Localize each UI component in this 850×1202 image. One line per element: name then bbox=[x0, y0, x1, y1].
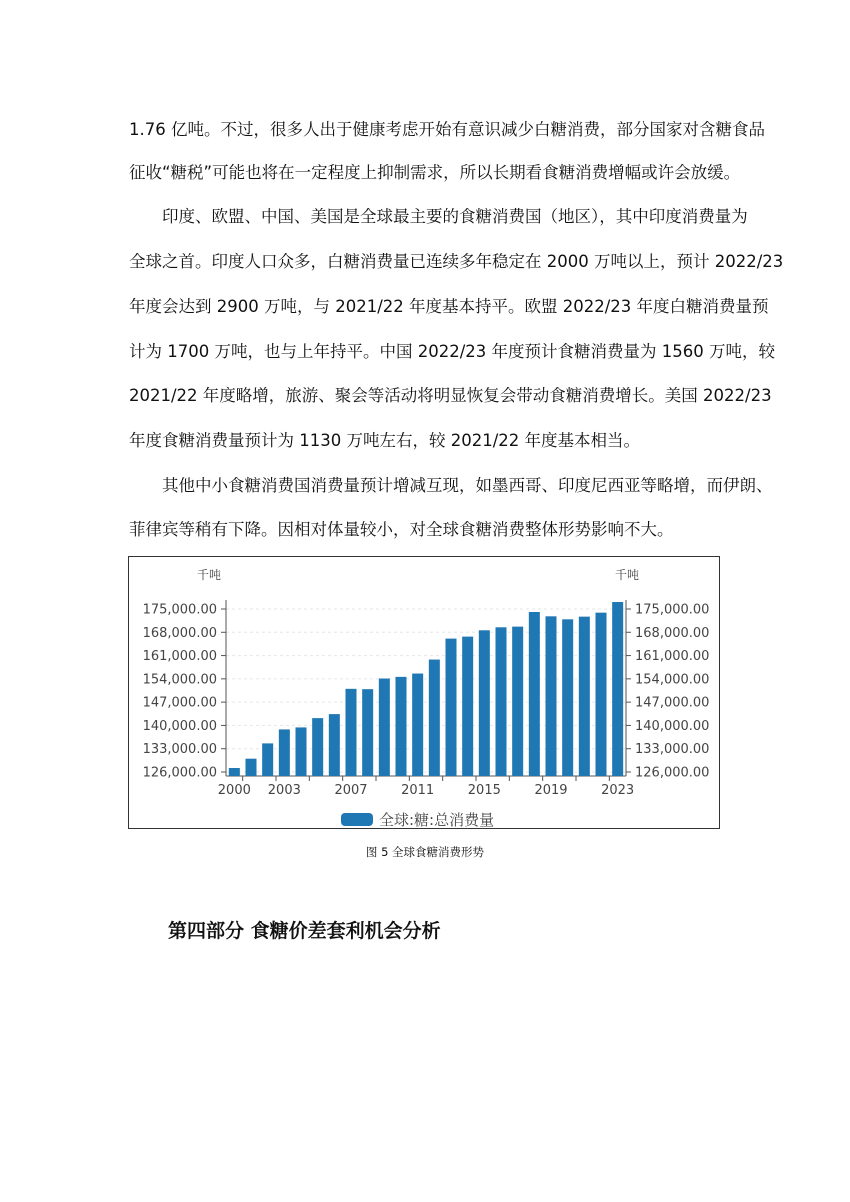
y-axis-title-left: 千吨 bbox=[196, 568, 222, 582]
paragraph-line: 年度食糖消费量预计为 1130 万吨左右，较 2021/22 年度基本相当。 bbox=[129, 431, 641, 450]
legend-swatch bbox=[341, 813, 373, 826]
consumption-chart bbox=[128, 556, 720, 829]
x-tick-label: 2000 bbox=[217, 783, 251, 798]
x-tick-label: 2011 bbox=[401, 783, 435, 798]
y-tick-label-right: 168,000.00 bbox=[635, 625, 710, 641]
y-tick-label-right: 154,000.00 bbox=[635, 672, 710, 688]
chart-svg bbox=[129, 557, 721, 830]
bar-2010 bbox=[396, 677, 407, 776]
y-tick-label-left: 140,000.00 bbox=[142, 718, 217, 734]
bar-2023 bbox=[612, 602, 623, 776]
y-tick-label-right: 126,000.00 bbox=[635, 765, 710, 781]
y-tick-label-right: 140,000.00 bbox=[635, 718, 710, 734]
y-tick-label-left: 175,000.00 bbox=[142, 602, 217, 618]
y-tick-label-left: 154,000.00 bbox=[142, 672, 217, 688]
paragraph-line: 1.76 亿吨。不过，很多人出于健康考虑开始有意识减少白糖消费，部分国家对含糖食品 bbox=[129, 120, 765, 139]
bar-2003 bbox=[279, 729, 290, 776]
bar-2022 bbox=[596, 613, 607, 776]
bar-2006 bbox=[329, 714, 340, 776]
paragraph-line: 菲律宾等稍有下降。因相对体量较小，对全球食糖消费整体形势影响不大。 bbox=[129, 520, 674, 539]
bar-2013 bbox=[446, 639, 457, 776]
paragraph-line: 征收“糖税”可能也将在一定程度上抑制需求，所以长期看食糖消费增幅或许会放缓。 bbox=[129, 163, 741, 182]
y-tick-label-right: 147,000.00 bbox=[635, 695, 710, 711]
y-tick-label-left: 168,000.00 bbox=[142, 625, 217, 641]
figure-caption: 图 5 全球食糖消费形势 bbox=[365, 845, 485, 859]
bar-2004 bbox=[296, 727, 307, 776]
bar-2009 bbox=[379, 679, 390, 776]
paragraph-line: 印度、欧盟、中国、美国是全球最主要的食糖消费国（地区），其中印度消费量为 bbox=[162, 207, 748, 226]
bar-2020 bbox=[562, 619, 573, 776]
y-tick-label-left: 133,000.00 bbox=[142, 742, 217, 758]
x-tick-label: 2007 bbox=[334, 783, 368, 798]
bar-2017 bbox=[512, 627, 523, 776]
bar-2002 bbox=[262, 743, 273, 776]
bar-2019 bbox=[546, 616, 557, 776]
y-tick-label-left: 161,000.00 bbox=[142, 649, 217, 665]
paragraph-line: 全球之首。印度人口众多，白糖消费量已连续多年稳定在 2000 万吨以上，预计 2022/23 bbox=[129, 252, 784, 271]
legend-label: 全球:糖:总消费量 bbox=[379, 811, 495, 829]
y-axis-title-right: 千吨 bbox=[614, 568, 640, 582]
bar-2021 bbox=[579, 617, 590, 776]
bar-2016 bbox=[496, 627, 507, 776]
bar-2000 bbox=[229, 768, 240, 776]
y-tick-label-left: 147,000.00 bbox=[142, 695, 217, 711]
paragraph-line: 2021/22 年度略增，旅游、聚会等活动将明显恢复会带动食糖消费增长。美国 2022/23 bbox=[129, 386, 772, 405]
x-tick-label: 2023 bbox=[601, 783, 635, 798]
bar-2007 bbox=[346, 689, 357, 776]
paragraph-line: 年度会达到 2900 万吨，与 2021/22 年度基本持平。欧盟 2022/23 年度白糖消费量预 bbox=[129, 297, 769, 316]
bar-2015 bbox=[479, 630, 490, 776]
bar-2005 bbox=[312, 718, 323, 776]
paragraph-line: 其他中小食糖消费国消费量预计增减互现，如墨西哥、印度尼西亚等略增，而伊朗、 bbox=[162, 476, 773, 495]
section-heading: 第四部分 食糖价差套利机会分析 bbox=[168, 920, 441, 942]
paragraph-line: 计为 1700 万吨，也与上年持平。中国 2022/23 年度预计食糖消费量为 1560 万吨，较 bbox=[129, 342, 775, 361]
bar-2001 bbox=[246, 759, 257, 776]
y-tick-label-right: 133,000.00 bbox=[635, 742, 710, 758]
y-tick-label-left: 126,000.00 bbox=[142, 765, 217, 781]
y-tick-label-right: 161,000.00 bbox=[635, 649, 710, 665]
bar-2012 bbox=[429, 660, 440, 776]
bar-2014 bbox=[462, 637, 473, 776]
bar-2011 bbox=[412, 674, 423, 776]
y-tick-label-right: 175,000.00 bbox=[635, 602, 710, 618]
x-tick-label: 2015 bbox=[467, 783, 501, 798]
x-tick-label: 2019 bbox=[534, 783, 568, 798]
x-tick-label: 2003 bbox=[267, 783, 301, 798]
bar-2008 bbox=[362, 689, 373, 776]
bar-2018 bbox=[529, 612, 540, 776]
